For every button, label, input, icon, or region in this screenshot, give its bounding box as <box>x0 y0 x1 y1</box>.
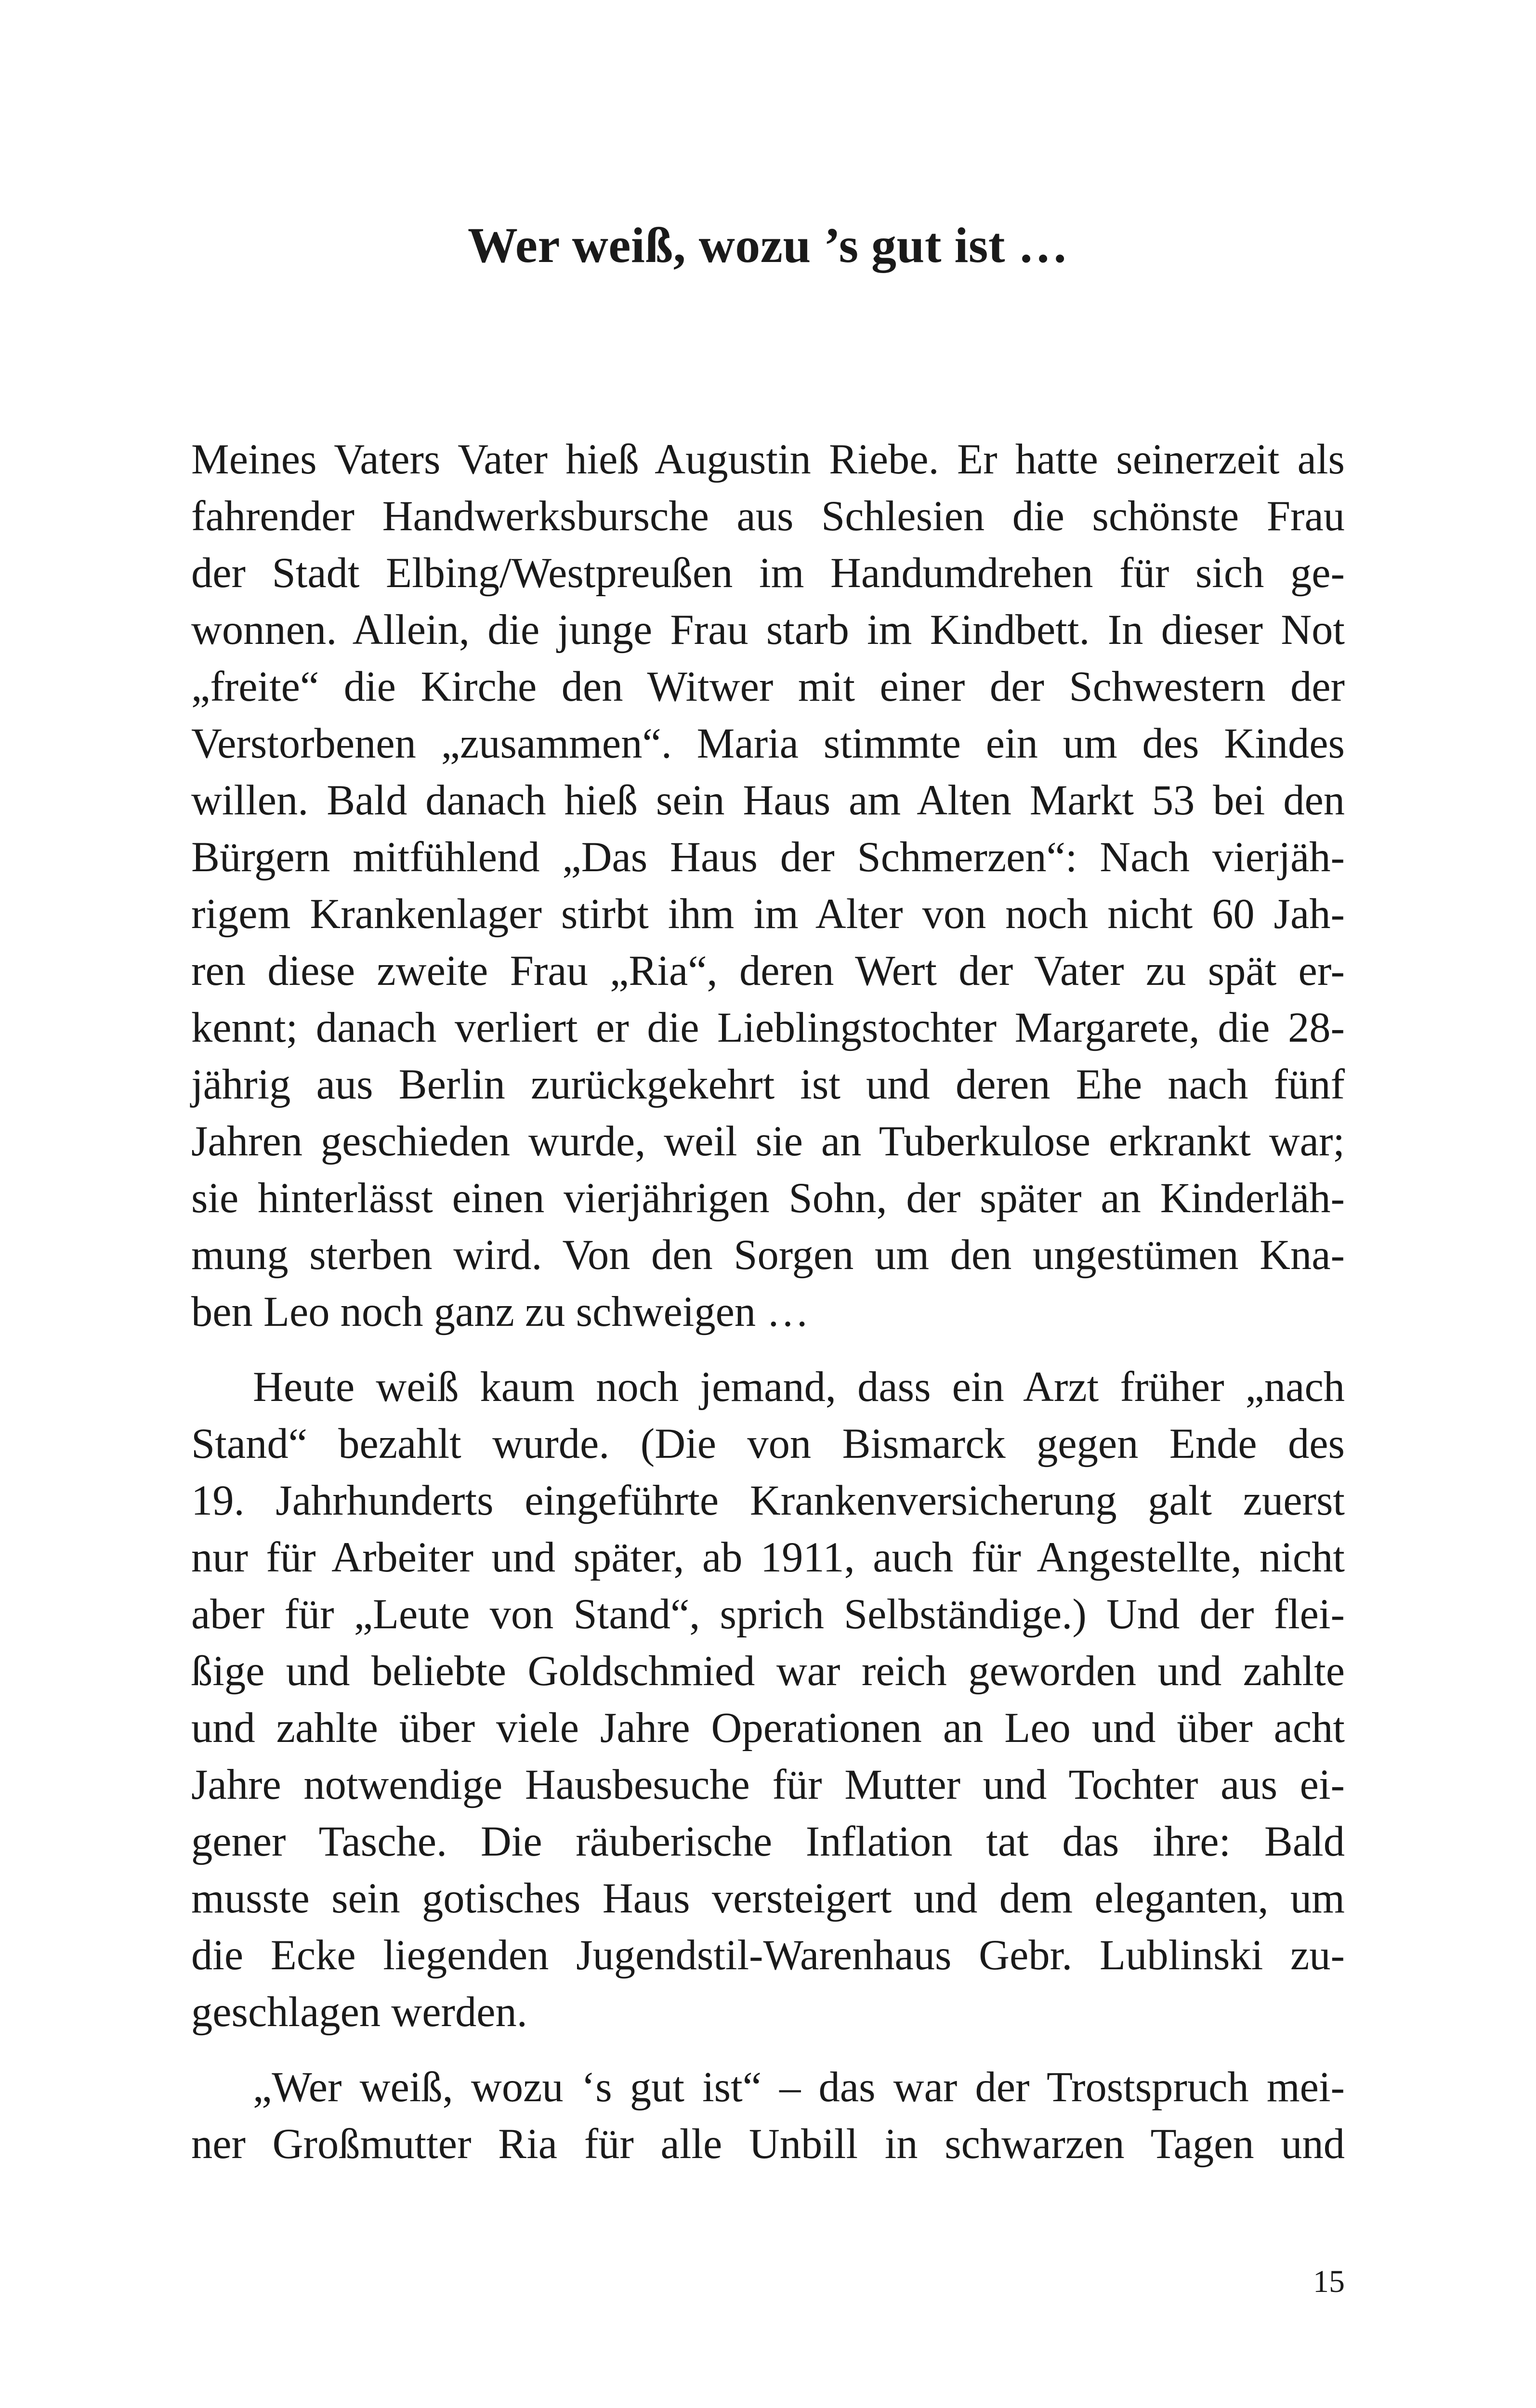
text-line: und zahlte über viele Jahre Operationen an Leo und über acht <box>191 1704 1345 1752</box>
text-line: „Wer weiß, wozu ‘s gut ist“ – das war der Trostspruch mei- <box>253 2064 1345 2111</box>
text-line: Jahren geschieden wurde, weil sie an Tuberkulose erkrankt war; <box>191 1118 1345 1165</box>
text-line: willen. Bald danach hieß sein Haus am Alten Markt 53 bei den <box>191 777 1345 824</box>
text-line: ren diese zweite Frau „Ria“, deren Wert der Vater zu spät er- <box>191 947 1345 995</box>
paragraph <box>191 431 1345 1340</box>
text-line: die Ecke liegenden Jugendstil-Warenhaus Gebr. Lublinski zu- <box>191 1932 1345 1979</box>
paragraph <box>191 2059 1345 2172</box>
text-line: kennt; danach verliert er die Lieblingstochter Margarete, die 28- <box>191 1004 1345 1051</box>
text-line: wonnen. Allein, die junge Frau starb im Kindbett. In dieser Not <box>191 606 1345 654</box>
text-line: mung sterben wird. Von den Sorgen um den ungestümen Kna- <box>191 1231 1345 1279</box>
text-line: ßige und beliebte Goldschmied war reich geworden und zahlte <box>191 1648 1345 1695</box>
text-line: Verstorbenen „zusammen“. Maria stimmte ein um des Kindes <box>191 720 1345 767</box>
text-line: gener Tasche. Die räuberische Inflation tat das ihre: Bald <box>191 1818 1345 1865</box>
text-line: Meines Vaters Vater hieß Augustin Riebe. Er hatte seinerzeit als <box>191 436 1345 483</box>
text-line: 19. Jahrhunderts eingeführte Krankenversicherung galt zuerst <box>191 1477 1345 1524</box>
text-line: Heute weiß kaum noch jemand, dass ein Arzt früher „nach <box>253 1363 1345 1411</box>
text-line: geschlagen werden. <box>191 1989 527 2036</box>
text-line: jährig aus Berlin zurückgekehrt ist und deren Ehe nach fünf <box>191 1061 1345 1108</box>
body-text <box>191 431 1345 2172</box>
text-line: musste sein gotisches Haus versteigert und dem eleganten, um <box>191 1875 1345 1922</box>
text-line: der Stadt Elbing/Westpreußen im Handumdrehen für sich ge- <box>191 550 1345 597</box>
page-number: 15 <box>1313 2264 1345 2299</box>
text-line: fahrender Handwerksbursche aus Schlesien die schönste Frau <box>191 493 1345 540</box>
paragraph <box>191 1359 1345 2041</box>
chapter-title: Wer weiß, wozu ’s gut ist … <box>467 218 1069 273</box>
text-line: nur für Arbeiter und später, ab 1911, auch für Angestellte, nicht <box>191 1534 1345 1581</box>
text-line: rigem Krankenlager stirbt ihm im Alter von noch nicht 60 Jah- <box>191 890 1345 938</box>
text-line: ben Leo noch ganz zu schweigen … <box>191 1288 809 1335</box>
text-line: Bürgern mitfühlend „Das Haus der Schmerzen“: Nach vierjäh- <box>191 834 1345 881</box>
text-line: Stand“ bezahlt wurde. (Die von Bismarck gegen Ende des <box>191 1420 1345 1467</box>
text-line: sie hinterlässt einen vierjährigen Sohn, der später an Kinderläh- <box>191 1175 1345 1222</box>
text-line: Jahre notwendige Hausbesuche für Mutter und Tochter aus ei- <box>191 1761 1345 1808</box>
text-line: aber für „Leute von Stand“, sprich Selbständige.) Und der flei- <box>191 1591 1345 1638</box>
text-line: ner Großmutter Ria für alle Unbill in schwarzen Tagen und <box>191 2120 1345 2168</box>
text-line: „freite“ die Kirche den Witwer mit einer der Schwestern der <box>191 663 1345 710</box>
